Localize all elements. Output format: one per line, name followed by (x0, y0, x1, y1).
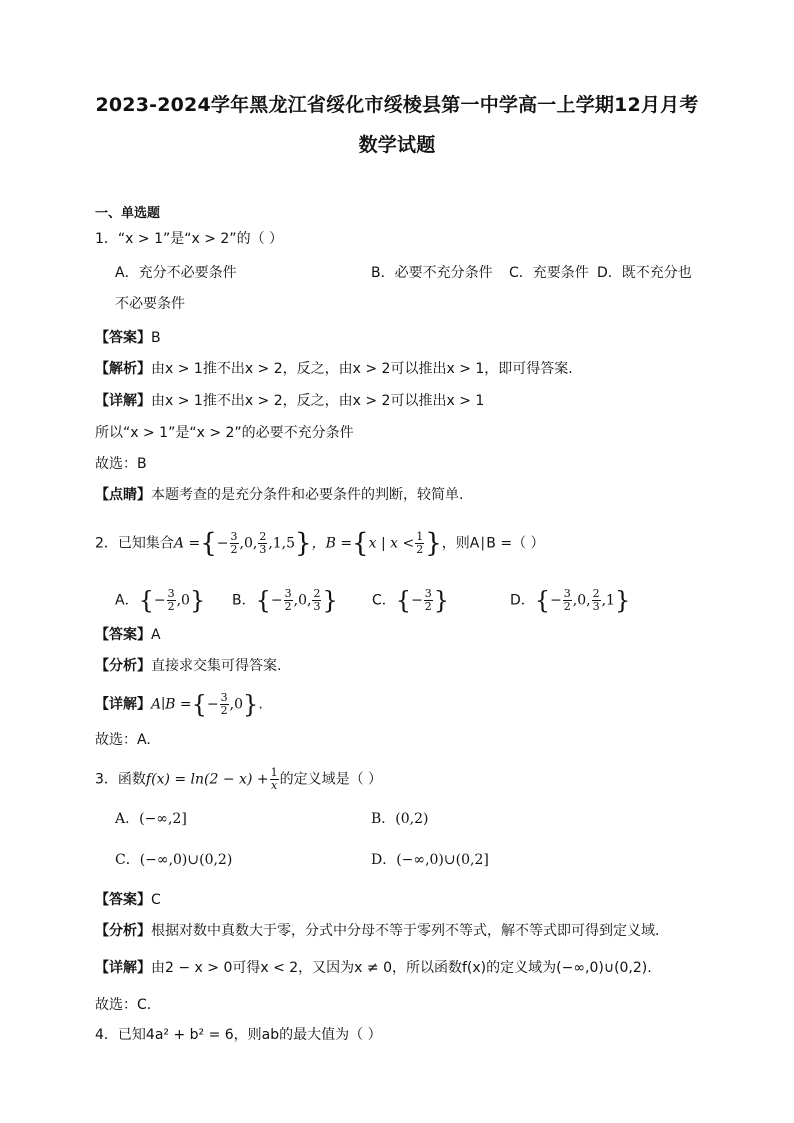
detail-label: 【详解】 (95, 696, 151, 713)
answer-label: 【答案】 (95, 330, 151, 346)
minus-sign: − (216, 535, 229, 552)
q3-answer-value: C (151, 892, 161, 908)
comment-label: 【点睛】 (95, 487, 151, 503)
q3-detail (95, 959, 652, 977)
right-brace: } (295, 528, 312, 559)
answer-label: 【答案】 (95, 892, 151, 908)
q2-option-d: D．{− $\frac{3}{2}$ ,0, $\frac{2}{3}$ ,1} (510, 586, 631, 615)
q2-set-a-name: A = (173, 535, 201, 552)
answer-label: 【答案】 (95, 627, 151, 643)
fenxi-label: 【分析】 (95, 923, 151, 939)
q2-option-a: A．{− $\frac{3}{2}$ ,0} (115, 586, 206, 615)
q1-choose: 故选：B (95, 456, 147, 472)
section-heading: 一、单选题 (95, 206, 161, 221)
q2-stem (95, 528, 545, 559)
q1-option-d-continued: 不必要条件 (115, 296, 185, 312)
q3-option-c: C．(−∞,0)∪(0,2) (115, 852, 233, 868)
fenxi-label: 【分析】 (95, 658, 151, 674)
q2-set-a-sep: ,0, (239, 535, 258, 552)
q1-option-d: D．既不充分也 (597, 265, 692, 281)
q3-option-d: D．(−∞,0)∪(0,2] (371, 852, 489, 868)
detail-label: 【详解】 (95, 393, 151, 409)
q3-fenxi (95, 922, 659, 940)
fraction: $\frac{1}{2}$ (416, 530, 424, 556)
q1-conclusion: 所以“x > 1”是“x > 2”的必要不充分条件 (95, 425, 354, 441)
q2-option-c: C．{− $\frac{3}{2}$ } (372, 586, 450, 615)
q3-detail-text: 由2 − x > 0可得x < 2，又因为x ≠ 0，所以函数f(x)的定义域为(−∞,0)∪(0,2). (151, 960, 652, 976)
fraction: $\frac{1}{x}$ (270, 766, 278, 792)
q3-choose: 故选：C. (95, 997, 152, 1013)
q3-stem-suffix: 的定义域是（ ） (279, 771, 383, 788)
q3-stem (95, 767, 382, 792)
q1-detail (95, 392, 484, 410)
q3-stem-prefix: 3．函数 (95, 771, 146, 788)
q3-option-b: B．(0,2) (371, 811, 429, 827)
q2-option-b: B．{− $\frac{3}{2}$ ,0, $\frac{2}{3}$ } (232, 586, 338, 615)
document-title: 2023-2024学年黑龙江省绥化市绥棱县第一中学高一上学期12月月考 (95, 94, 699, 116)
q1-analysis (95, 360, 573, 378)
q1-answer-value: B (151, 330, 161, 346)
left-brace: { (200, 528, 217, 559)
document-subtitle: 数学试题 (358, 134, 436, 156)
fraction: $\frac{3}{2}$ (230, 530, 238, 556)
q4-stem: 4．已知4a² + b² = 6，则ab的最大值为（ ） (95, 1027, 382, 1043)
q2-set-b-name: ，B = (311, 535, 353, 552)
q2-answer (95, 626, 161, 644)
fraction: $\frac{2}{3}$ (259, 530, 267, 556)
q2-detail: 【详解】A∣B ={− $\frac{3}{2}$ ,0}. (95, 690, 263, 719)
q1-analysis-text: 由x > 1推不出x > 2，反之，由x > 2可以推出x > 1，即可得答案. (151, 361, 573, 377)
q1-option-b: B．必要不充分条件 (371, 265, 493, 281)
left-brace: { (352, 528, 369, 559)
q2-fenxi-text: 直接求交集可得答案. (151, 658, 282, 674)
q3-option-a: A．(−∞,2] (115, 811, 187, 827)
detail-label: 【详解】 (95, 960, 151, 976)
q1-comment-text: 本题考查的是充分条件和必要条件的判断，较简单. (151, 487, 464, 503)
q3-fenxi-text: 根据对数中真数大于零，分式中分母不等于零列不等式，解不等式即可得到定义域. (151, 923, 660, 939)
q1-option-c: C．充要条件 (509, 265, 589, 281)
q2-choose: 故选：A. (95, 732, 151, 748)
q1-detail-text: 由x > 1推不出x > 2，反之，由x > 2可以推出x > 1 (151, 393, 485, 409)
q2-fenxi (95, 657, 281, 675)
q2-answer-value: A (151, 627, 161, 643)
q3-answer (95, 891, 161, 909)
analysis-label: 【解析】 (95, 361, 151, 377)
q1-option-a: A．充分不必要条件 (115, 265, 237, 281)
q2-detail-prefix: A∣B = (151, 696, 192, 713)
q3-function: f(x) = ln(2 − x) + (145, 771, 269, 788)
q2-set-a-rest: ,1,5 (268, 535, 296, 552)
q2-stem-prefix: 2．已知集合 (95, 535, 174, 552)
q1-answer (95, 329, 161, 347)
q2-set-b-condition: x | x < (368, 535, 415, 552)
right-brace: } (425, 528, 442, 559)
q1-comment (95, 486, 463, 504)
q1-stem: 1．“x > 1”是“x > 2”的（ ） (95, 231, 284, 247)
q2-ask: ，则A∣B =（ ） (441, 535, 545, 552)
